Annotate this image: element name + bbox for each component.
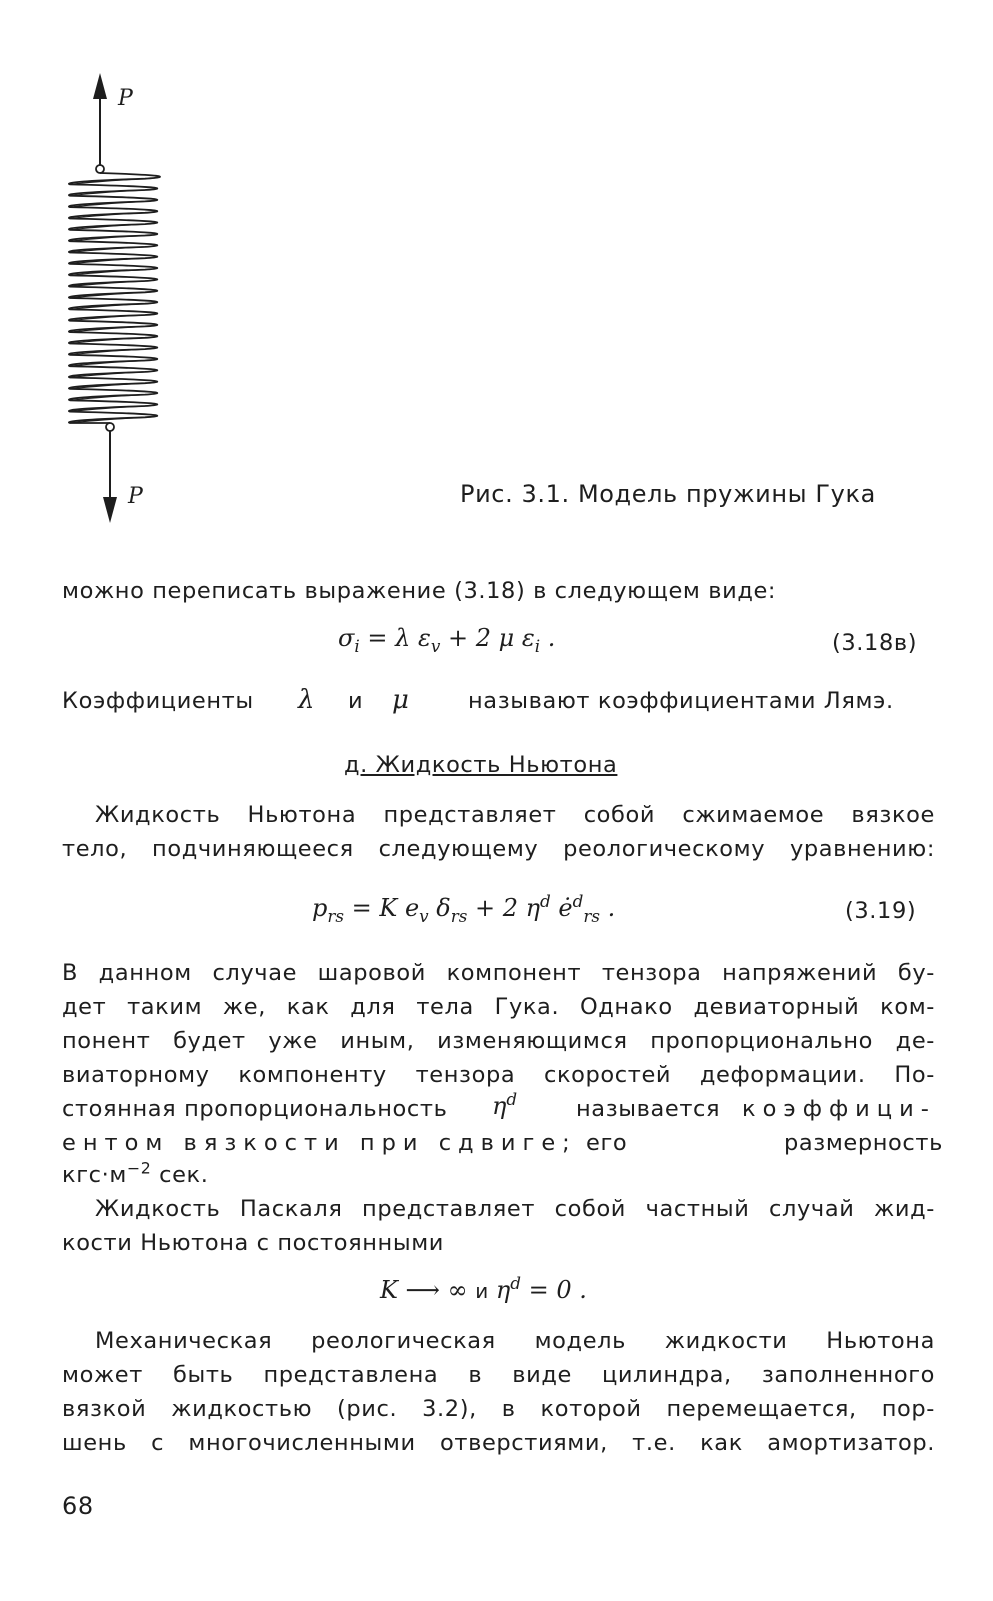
units-line: $кгс\cdot м^{-2}$ сек.: [62, 1158, 209, 1188]
paragraph-line: дет таким же, как для тела Гука. Однако девиаторный ком-: [62, 994, 935, 1020]
paragraph-line: его: [586, 1130, 628, 1156]
lame-and: и: [348, 688, 364, 714]
paragraph-line: кости Ньютона с постоянными: [62, 1230, 445, 1256]
paragraph-line: виаторному компоненту тензора скоростей деформации. По-: [62, 1062, 935, 1088]
mu-symbol: μ: [392, 685, 410, 715]
paragraph-line: шень с многочисленными отверстиями, т.е. как амортизатор.: [62, 1430, 935, 1456]
page-number: 68: [62, 1492, 94, 1520]
paragraph-line: понент будет уже иным, изменяющимся пропорционально де-: [62, 1028, 935, 1054]
down-arrow-icon: [103, 431, 117, 523]
lame-rest: называют коэффициентами Лямэ.: [468, 688, 894, 714]
force-label-bottom: P: [128, 484, 143, 509]
lambda-symbol: λ: [298, 685, 316, 715]
emphasized-term: ентом вязкости при сдвиге;: [62, 1130, 577, 1156]
force-label-top: P: [118, 86, 133, 111]
paragraph-line: называется: [576, 1096, 721, 1122]
eta-d-symbol: $\eta^d$: [492, 1089, 518, 1120]
equation-3-19: $p_{rs} = K$ $e_v$ $\delta_{rs} + 2$ $\eta^d$ $ė^d_{rs}$ .: [312, 891, 616, 926]
equation-pascal: K ⟶ ∞ и $\eta^d = 0$ .: [380, 1273, 587, 1304]
equation-number: (3.18в): [832, 630, 918, 656]
paragraph-line: можно переписать выражение (3.18) в следующем виде:: [62, 578, 777, 604]
emphasized-term: коэффици-: [742, 1096, 936, 1122]
paragraph-line: Механическая реологическая модель жидкости Ньютона: [95, 1328, 935, 1354]
paragraph-line: может быть представлена в виде цилиндра, заполненного: [62, 1362, 935, 1388]
up-arrow-icon: [93, 73, 107, 165]
equation-3-18b: $\sigma_i = \lambda$ $\varepsilon_v + 2$ μ $\varepsilon_i$ .: [338, 624, 556, 656]
paragraph-line: Жидкость Ньютона представляет собой сжимаемое вязкое: [95, 802, 935, 828]
figure-caption: Рис. 3.1. Модель пружины Гука: [460, 480, 876, 508]
spring-figure: [40, 55, 200, 535]
paragraph-line: В данном случае шаровой компонент тензора напряжений бу-: [62, 960, 935, 986]
paragraph-line: Жидкость Паскаля представляет собой частный случай жид-: [95, 1196, 935, 1222]
bottom-hook-icon: [106, 423, 114, 431]
paragraph-line: размерность: [784, 1130, 943, 1156]
equation-number: (3.19): [845, 898, 917, 924]
paragraph-line: стоянная пропорциональность: [62, 1096, 448, 1122]
top-hook-icon: [96, 165, 104, 173]
section-heading: д. Жидкость Ньютона: [344, 752, 618, 778]
paragraph-line: тело, подчиняющееся следующему реологическому уравнению:: [62, 836, 935, 862]
lame-word: Коэффициенты: [62, 688, 254, 714]
paragraph-line: вязкой жидкостью (рис. 3.2), в которой перемещается, пор-: [62, 1396, 935, 1422]
